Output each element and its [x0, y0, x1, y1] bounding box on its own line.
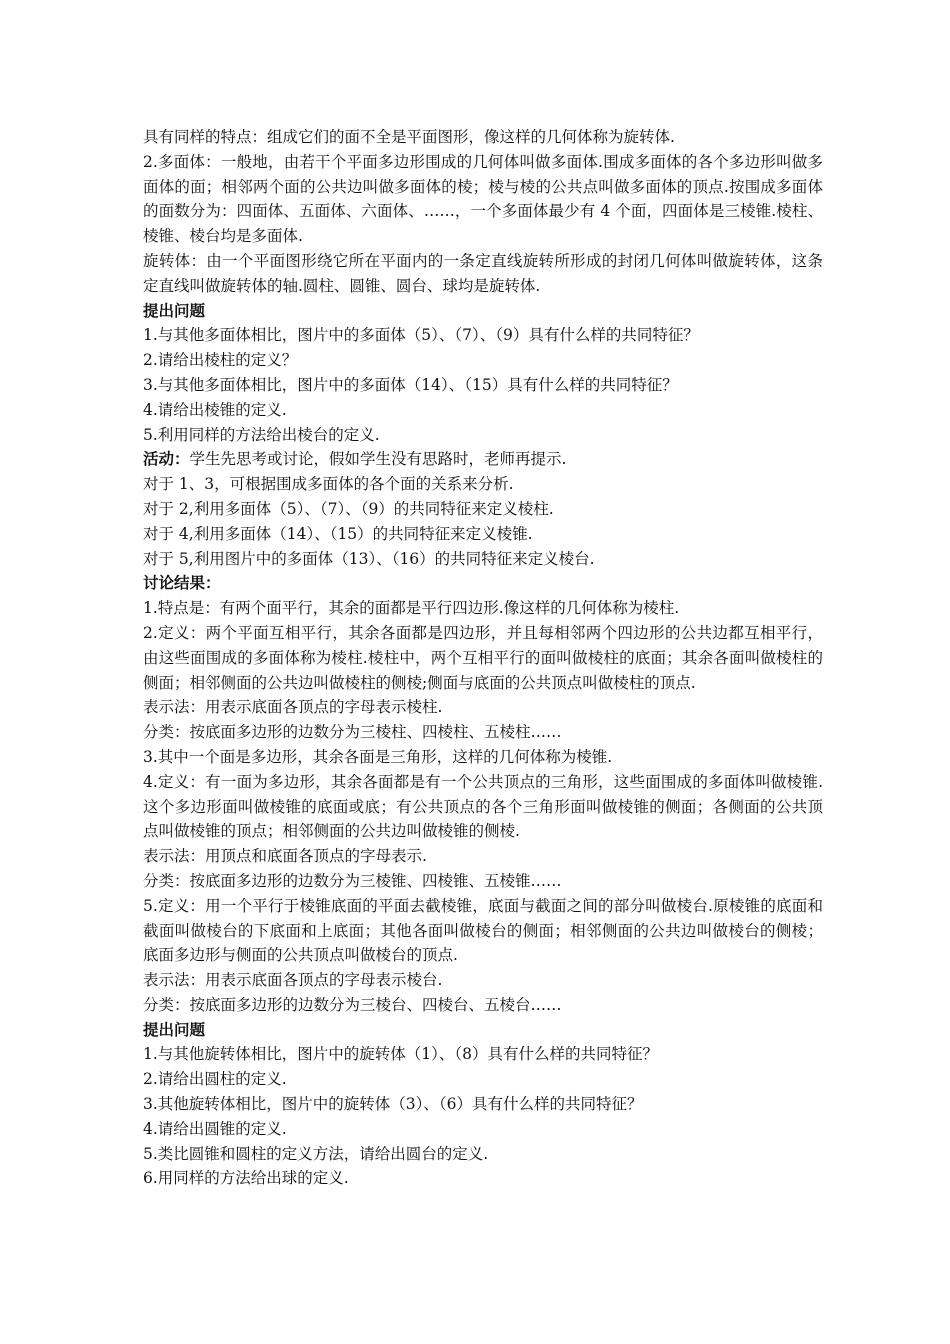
question-item: 4.请给出棱锥的定义. [143, 400, 287, 419]
document-body [143, 125, 823, 1191]
activity-text: 学生先思考或讨论，假如学生没有思路时，老师再提示. [189, 450, 567, 469]
paragraph: 表示法：用顶点和底面各顶点的字母表示. [143, 847, 427, 866]
paragraph: 2.多面体：一般地，由若干个平面多边形围成的几何体叫做多面体.围成多面体的各个多边形叫做多面体的面；相邻两个面的公共边叫做多面体的棱；棱与棱的公共点叫做多面体的顶点.按围成多面体的面数分为：四面体、五面体、六面体、……，一个多面体最少有 4 个面，四面体是三棱锥.棱柱、棱锥、棱台均是多面体. [143, 152, 823, 246]
result-item: 3.其中一个面是多边形，其余各面是三角形，这样的几何体称为棱锥. [143, 747, 613, 766]
question-item: 2.请给出圆柱的定义. [143, 1070, 287, 1089]
question-item: 1.与其他多面体相比，图片中的多面体（5）、（7）、（9）具有什么样的共同特征？ [143, 326, 699, 345]
question-item: 1.与其他旋转体相比，图片中的旋转体（1）、（8）具有什么样的共同特征？ [143, 1045, 659, 1064]
paragraph: 分类：按底面多边形的边数分为三棱柱、四棱柱、五棱柱…… [143, 723, 562, 742]
paragraph: 对于 2,利用多面体（5）、（7）、（9）的共同特征来定义棱柱. [143, 499, 554, 518]
paragraph: 对于 4,利用多面体（14）、（15）的共同特征来定义棱锥. [143, 524, 533, 543]
paragraph: 对于 1、3，可根据围成多面体的各个面的关系来分析. [143, 475, 514, 494]
question-item: 5.利用同样的方法给出棱台的定义. [143, 425, 380, 444]
paragraph: 表示法：用表示底面各顶点的字母表示棱柱. [143, 698, 443, 717]
question-item: 3.与其他多面体相比，图片中的多面体（14）、（15）具有什么样的共同特征？ [143, 375, 678, 394]
paragraph: 对于 5,利用图片中的多面体（13）、（16）的共同特征来定义棱台. [143, 549, 595, 568]
question-item: 4.请给出圆锥的定义. [143, 1119, 287, 1138]
question-item: 5.类比圆锥和圆柱的定义方法，请给出圆台的定义. [143, 1144, 489, 1163]
section-heading: 提出问题 [143, 300, 206, 320]
activity-label: 活动： [143, 449, 190, 469]
result-item: 2.定义：两个平面互相平行，其余各面都是四边形，并且每相邻两个四边形的公共边都互相平行，由这些面围成的多面体称为棱柱.棱柱中，两个互相平行的面叫做棱柱的底面；其余各面叫做棱柱的侧面；相邻侧面的公共边叫做棱柱的侧棱;侧面与底面的公共顶点叫做棱柱的顶点. [143, 623, 823, 692]
paragraph: 分类：按底面多边形的边数分为三棱锥、四棱锥、五棱锥…… [143, 871, 562, 890]
result-item: 4.定义：有一面为多边形，其余各面都是有一个公共顶点的三角形，这些面围成的多面体叫做棱锥.这个多边形面叫做棱锥的底面或底；有公共顶点的各个三角形面叫做棱锥的侧面；各侧面的公共顶点叫做棱锥的顶点；相邻侧面的公共边叫做棱锥的侧棱. [143, 772, 823, 841]
paragraph: 表示法：用表示底面各顶点的字母表示棱台. [143, 971, 443, 990]
question-item: 2.请给出棱柱的定义？ [143, 351, 298, 370]
question-item: 3.其他旋转体相比，图片中的旋转体（3）、（6）具有什么样的共同特征？ [143, 1095, 643, 1114]
paragraph: 分类：按底面多边形的边数分为三棱台、四棱台、五棱台…… [143, 995, 562, 1014]
question-item: 6.用同样的方法给出球的定义. [143, 1169, 349, 1188]
paragraph: 旋转体：由一个平面图形绕它所在平面内的一条定直线旋转所形成的封闭几何体叫做旋转体，这条定直线叫做旋转体的轴.圆柱、圆锥、圆台、球均是旋转体. [143, 251, 823, 295]
section-heading: 提出问题 [143, 1019, 206, 1039]
result-item: 5.定义：用一个平行于棱锥底面的平面去截棱锥，底面与截面之间的部分叫做棱台.原棱锥的底面和截面叫做棱台的下底面和上底面；其他各面叫做棱台的侧面；相邻侧面的公共边叫做棱台的侧棱；底面多边形与侧面的公共顶点叫做棱台的顶点. [143, 896, 823, 965]
section-heading: 讨论结果： [143, 573, 221, 593]
activity-paragraph [143, 447, 823, 472]
result-item: 1.特点是：有两个面平行，其余的面都是平行四边形.像这样的几何体称为棱柱. [143, 599, 680, 618]
paragraph: 具有同样的特点：组成它们的面不全是平面图形，像这样的几何体称为旋转体. [143, 128, 675, 146]
